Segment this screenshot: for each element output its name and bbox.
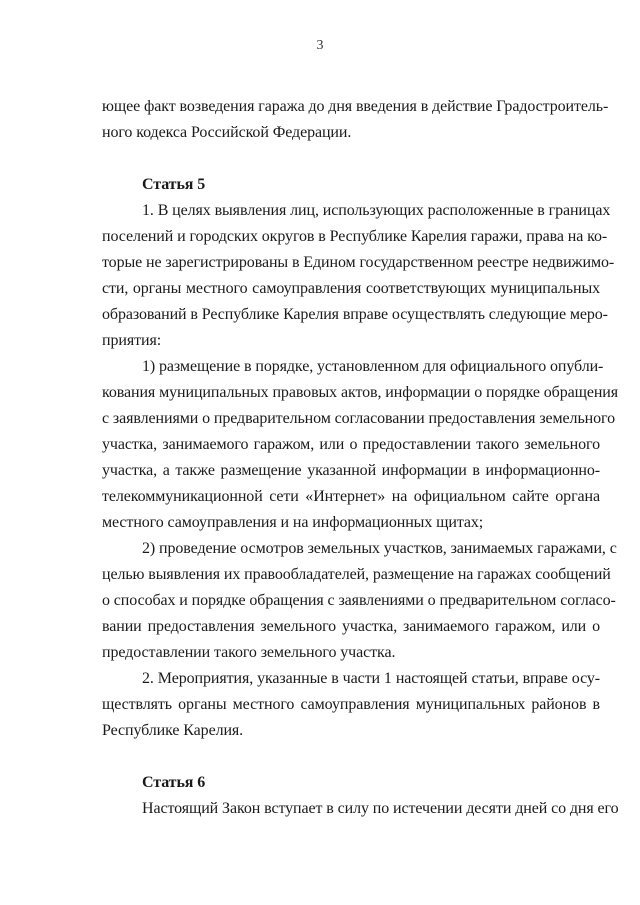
text-line: с заявлениями о предварительном согласовании предоставления земельного [102, 410, 615, 427]
text-line: целью выявления их правообладателей, размещение на гаражах сообщений [102, 566, 611, 583]
text-line: образований в Республике Карелия вправе осуществлять следующие меро- [102, 306, 608, 323]
text-line: участка, занимаемого гаражом, или о предоставлении такого земельного [102, 436, 600, 453]
text-line: вании предоставления земельного участка, занимаемого гаражом, или о [102, 618, 600, 635]
text-line: местного самоуправления и на информационных щитах; [102, 514, 484, 531]
text-line: кования муниципальных правовых актов, информации о порядке обращения [102, 384, 619, 401]
text-line: приятия: [102, 332, 162, 349]
article-5-heading: Статья 5 [142, 176, 206, 193]
text-line: участка, а также размещение указанной информации в информационно- [102, 462, 600, 479]
text-line: ного кодекса Российской Федерации. [102, 124, 352, 141]
text-line: поселений и городских округов в Республике Карелия гаражи, права на ко- [102, 228, 608, 245]
text-line: ющее факт возведения гаража до дня введения в действие Градостроитель- [102, 98, 609, 115]
text-line: 1. В целях выявления лиц, использующих расположенные в границах [142, 202, 611, 219]
text-line: ществлять органы местного самоуправления муниципальных районов в [102, 696, 600, 713]
text-line: Настоящий Закон вступает в силу по истечении десяти дней со дня его [142, 800, 619, 817]
article-6-heading: Статья 6 [142, 774, 206, 791]
text-line: 1) размещение в порядке, установленном для официального опубли- [142, 358, 604, 375]
text-line: телекоммуникационной сети «Интернет» на официальном сайте органа [102, 488, 600, 505]
text-line: торые не зарегистрированы в Едином государственном реестре недвижимо- [102, 254, 615, 271]
page-number: 3 [316, 38, 324, 53]
text-line: Республике Карелия. [102, 722, 244, 739]
text-line: о способах и порядке обращения с заявлениями о предварительном согласо- [102, 592, 616, 609]
text-line: 2. Мероприятия, указанные в части 1 настоящей статьи, вправе осу- [142, 670, 600, 687]
text-line: сти, органы местного самоуправления соответствующих муниципальных [102, 280, 600, 297]
text-line: 2) проведение осмотров земельных участков, занимаемых гаражами, с [142, 540, 617, 557]
text-line: предоставлении такого земельного участка. [102, 644, 396, 661]
